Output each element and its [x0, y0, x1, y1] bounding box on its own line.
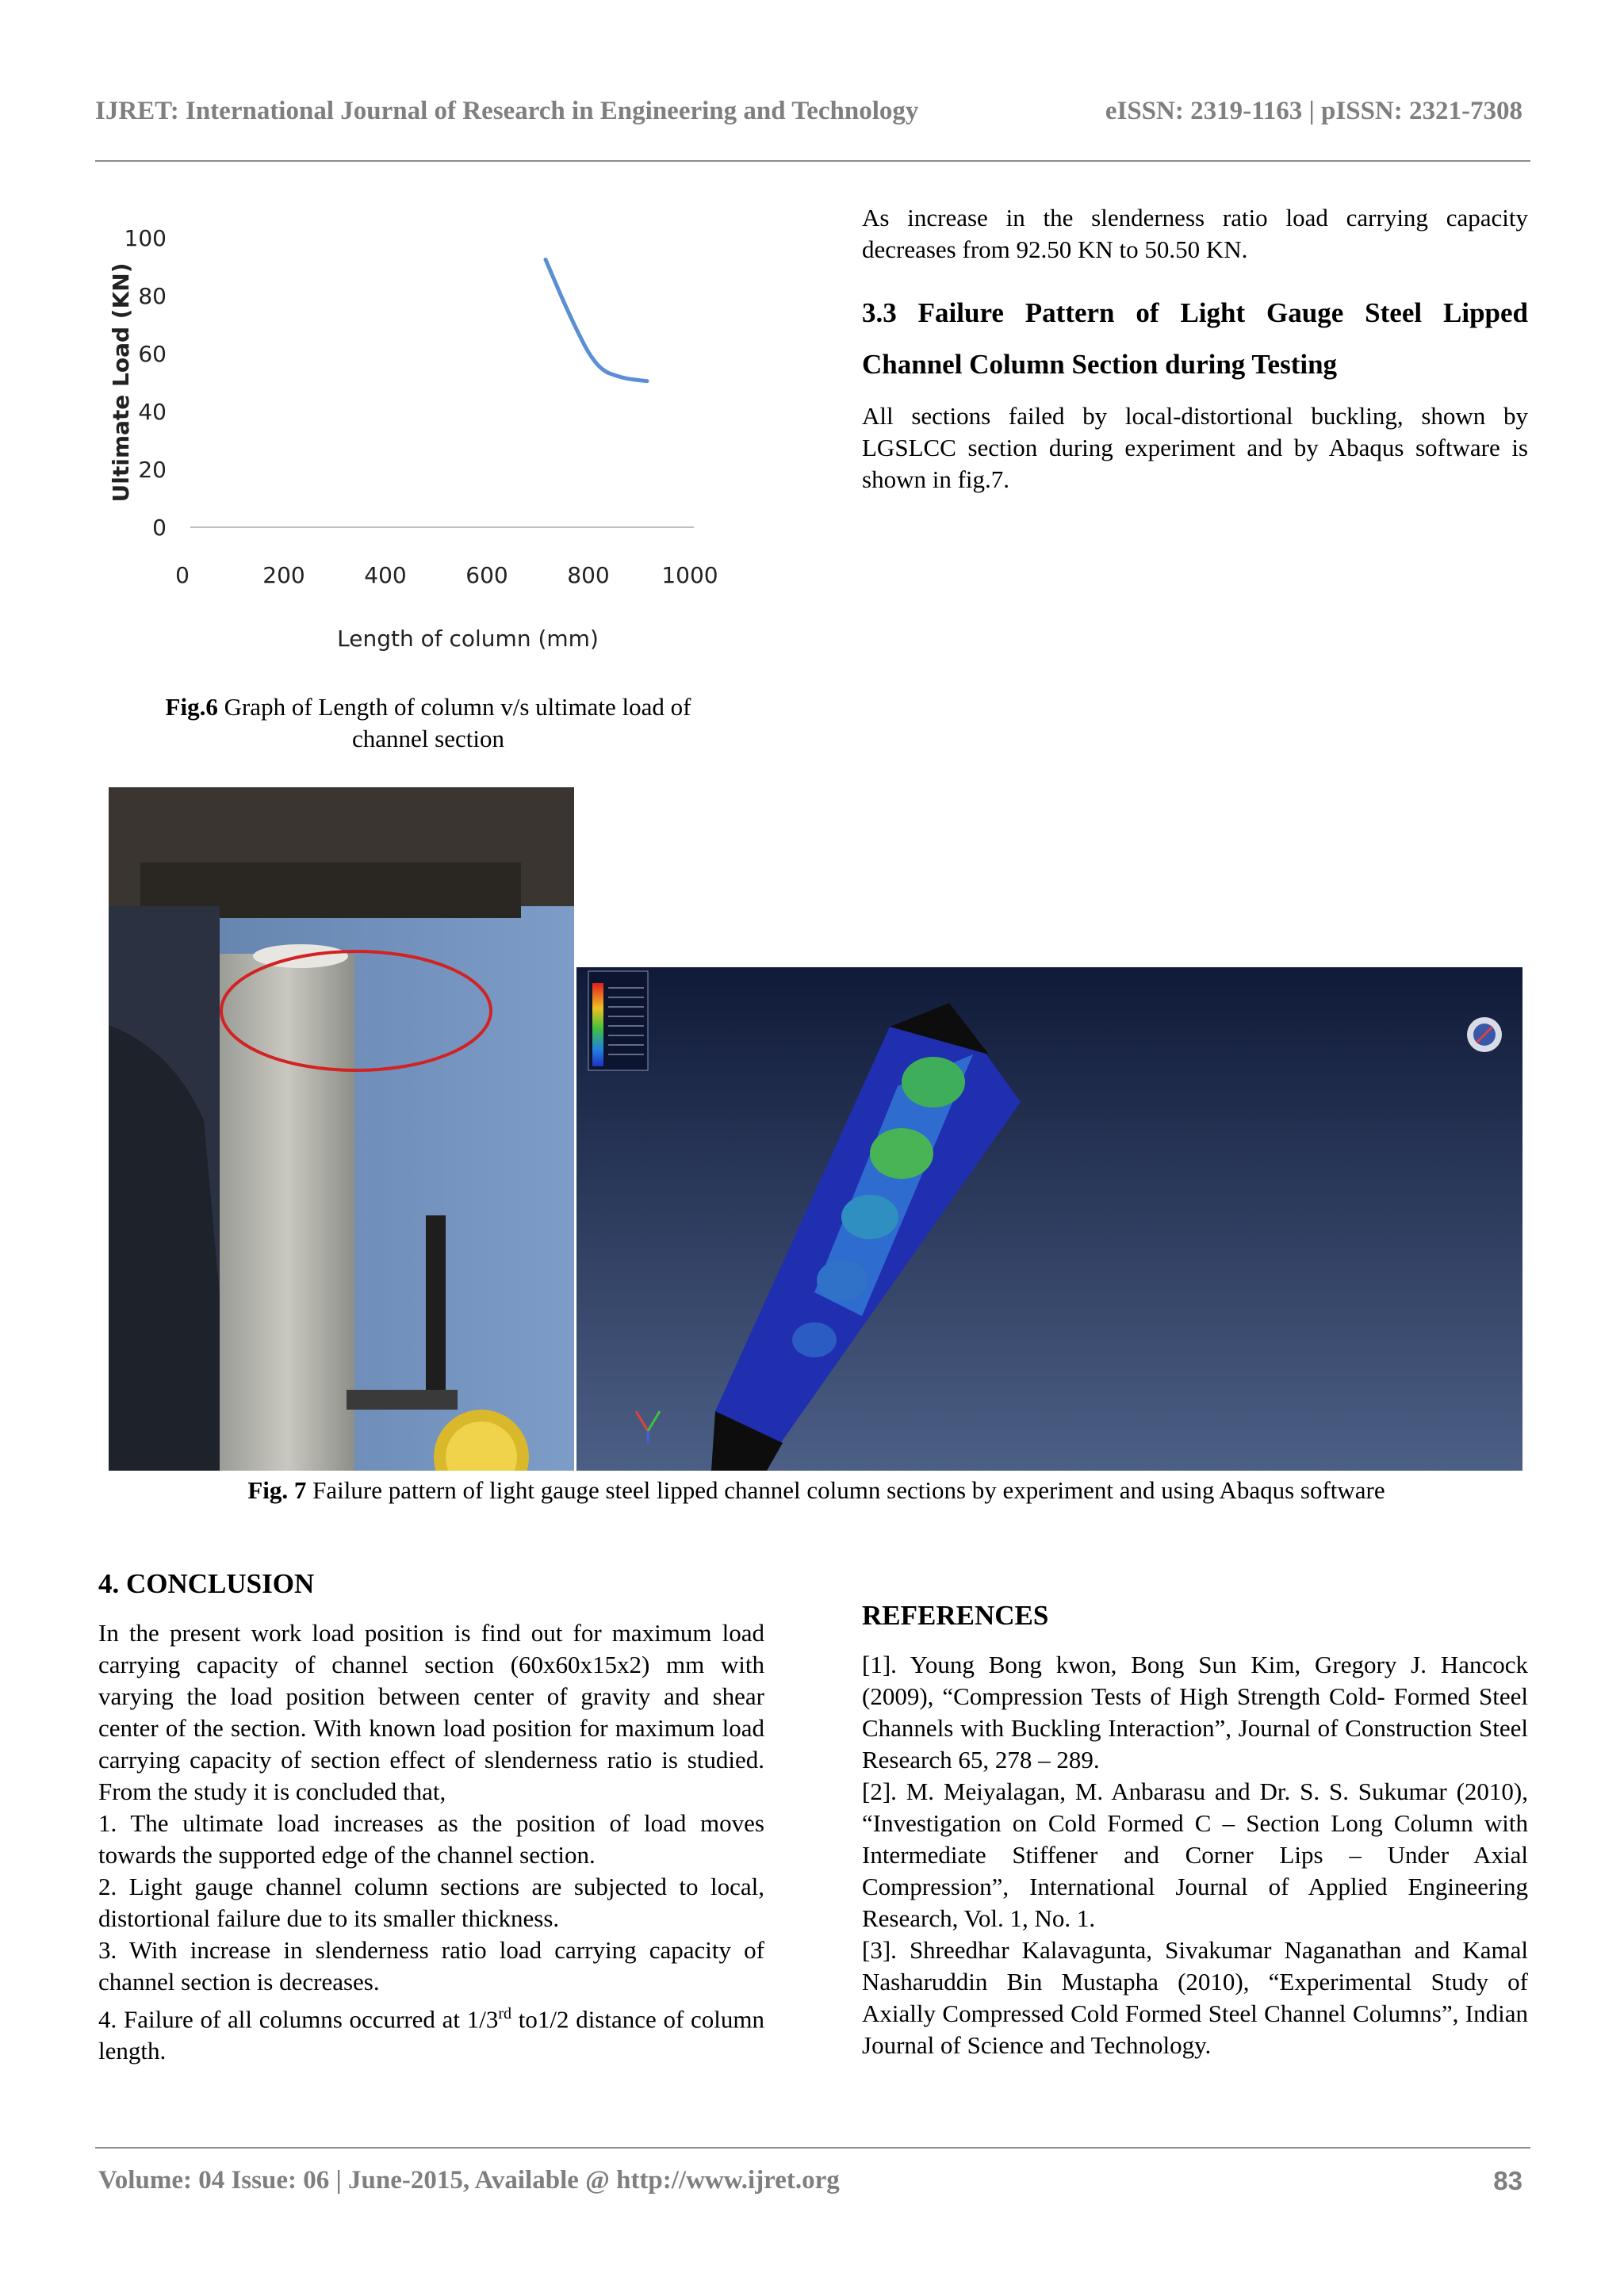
fig6-caption-line1: Graph of Length of column v/s ultimate load of [217, 693, 691, 721]
y-tick-label: 60 [138, 341, 167, 367]
page-number: 83 [1493, 2166, 1522, 2195]
conclusion-item-4-pre: 4. Failure of all columns occurred at 1/3 [98, 2005, 499, 2034]
y-tick-label: 100 [124, 225, 167, 251]
fig6-caption [103, 691, 753, 755]
x-tick-label: 800 [567, 562, 610, 588]
conclusion-item-3: 3. With increase in slenderness ratio load carrying capacity of channel section is decreases. [98, 1936, 764, 1996]
conclusion-item-4 [98, 1998, 764, 2067]
section-3-3-heading-line1: 3.3 Failure Pattern of Light Gauge Steel Lipped [862, 297, 1528, 328]
references-body [862, 1649, 1528, 2061]
x-axis-label: Length of column (mm) [337, 626, 599, 652]
y-tick-label: 0 [152, 515, 167, 541]
x-tick-label: 0 [175, 562, 190, 588]
experiment-photo [109, 787, 574, 1471]
section-3-3-heading-line2: Channel Column Section during Testing [862, 349, 1338, 380]
journal-title: IJRET: International Journal of Research in Engineering and Technology [95, 97, 919, 125]
intro-paragraph: As increase in the slenderness ratio load carrying capacity decreases from 92.50 KN to 50.50 KN. [862, 204, 1528, 263]
fig6-caption-line2: channel section [352, 725, 504, 752]
conclusion-item-4-sup: rd [498, 2005, 512, 2022]
references-heading: REFERENCES [862, 1600, 1049, 1631]
header-rule [95, 160, 1530, 162]
conclusion-item-4-post: to1/2 distance of column length. [98, 2005, 765, 2065]
conclusion-intro: In the present work load position is find out for maximum load carrying capacity of channel section (60x60x15x2) mm with varying the load position between center of gravity and shear center of the section. With known load position for maximum load carrying capacity of section effect of slenderness ratio is studied. From the study it is concluded that, [98, 1619, 764, 1805]
x-tick-label: 1000 [661, 562, 718, 588]
load-vs-length-chart [103, 214, 753, 658]
abaqus-simulation-image [576, 967, 1522, 1471]
reference-3: [3]. Shreedhar Kalavagunta, Sivakumar Naganathan and Kamal Nasharuddin Bin Mustapha (2010), “Experimental Study of Axially Compressed Cold Formed Steel Channel Columns”, Indian Journal of Science and Technology. [862, 1936, 1528, 2059]
conclusion-item-1: 1. The ultimate load increases as the position of load moves towards the supported edge of the channel section. [98, 1809, 764, 1869]
y-axis-label: Ultimate Load (KN) [108, 262, 134, 503]
y-tick-label: 40 [138, 399, 167, 425]
issn-text: eISSN: 2319-1163 | pISSN: 2321-7308 [1105, 97, 1522, 125]
series-line [546, 259, 647, 381]
conclusion-heading: 4. CONCLUSION [98, 1568, 315, 1599]
section-3-3-body: All sections failed by local-distortional buckling, shown by LGSLCC section during experiment and by Abaqus software is shown in fig.7. [862, 402, 1528, 493]
conclusion-item-2: 2. Light gauge channel column sections are subjected to local, distortional failure due to its smaller thickness. [98, 1873, 764, 1932]
fig7-caption [109, 1475, 1524, 1506]
fig7-label: Fig. 7 [247, 1476, 307, 1504]
y-tick-label: 80 [138, 283, 167, 309]
fig7-caption-text: Failure pattern of light gauge steel lipped channel column sections by experiment and using Abaqus software [306, 1476, 1385, 1504]
footer-volume: Volume: 04 Issue: 06 | June-2015, Available @ http://www.ijret.org [98, 2166, 840, 2195]
reference-1: [1]. Young Bong kwon, Bong Sun Kim, Gregory J. Hancock (2009), “Compression Tests of High Strength Cold- Formed Steel Channels with Buckling Interaction”, Journal of Construction Steel Research 65, 278 – 289. [862, 1651, 1528, 1774]
reference-2: [2]. M. Meiyalagan, M. Anbarasu and Dr. S. S. Sukumar (2010), “Investigation on Cold Formed C – Section Long Column with Intermediate Stiffener and Corner Lips – Under Axial Compression”, International Journal of Applied Engineering Research, Vol. 1, No. 1. [862, 1777, 1528, 1932]
footer-rule [95, 2147, 1530, 2149]
y-tick-label: 20 [138, 457, 167, 483]
conclusion-body [98, 1617, 764, 2067]
fig6-label: Fig.6 [165, 693, 218, 721]
x-tick-label: 600 [465, 562, 508, 588]
x-tick-label: 400 [364, 562, 407, 588]
x-tick-label: 200 [262, 562, 305, 588]
